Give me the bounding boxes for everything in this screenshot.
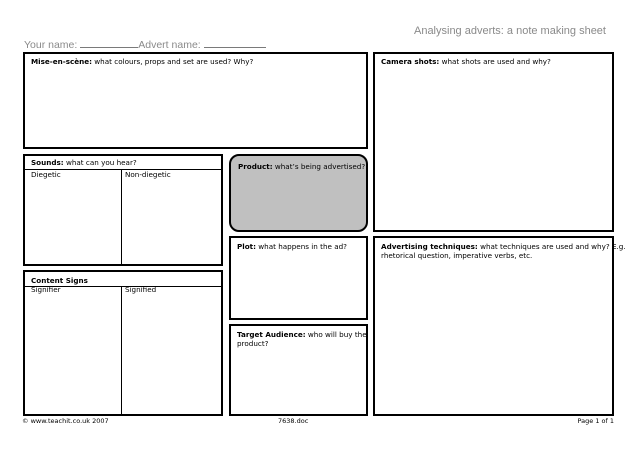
your-name-label: Your name:	[24, 39, 78, 51]
content-signs-header: Content Signs	[31, 276, 88, 285]
plot-header: Plot: what happens in the ad?	[237, 242, 348, 251]
footer-doc-name: 7638.doc	[278, 417, 309, 425]
non-diegetic-label: Non-diegetic	[125, 170, 171, 179]
mise-en-scene-header: Mise-en-scène: what colours, props and set are used? Why?	[31, 57, 254, 66]
product-header: Product: what’s being advertised?	[238, 162, 366, 171]
signifier-label: Signifier	[31, 285, 61, 294]
your-name-field[interactable]	[80, 38, 138, 48]
signified-label: Signified	[125, 285, 157, 294]
sounds-column-divider	[121, 169, 122, 264]
sounds-box[interactable]	[23, 154, 223, 266]
target-audience-header: Target Audience: who will buy the	[237, 330, 367, 339]
product-box[interactable]	[229, 154, 368, 232]
name-fields	[24, 38, 266, 51]
advertising-techniques-box[interactable]	[373, 236, 626, 416]
advert-name-field[interactable]	[204, 38, 266, 48]
content-signs-column-divider	[121, 286, 122, 414]
target-audience-prompt-line2: product?	[237, 339, 269, 348]
plot-box[interactable]	[229, 236, 368, 320]
footer-copyright: © www.teachit.co.uk 2007	[22, 417, 109, 425]
camera-shots-header: Camera shots: what shots are used and why?	[381, 57, 551, 66]
advertising-techniques-header: Advertising techniques: what techniques are used and why? E.g.	[381, 242, 626, 251]
footer-page-number: Page 1 of 1	[577, 417, 614, 425]
target-audience-box[interactable]	[229, 324, 368, 416]
sounds-header: Sounds: what can you hear?	[31, 158, 137, 167]
camera-shots-box[interactable]	[373, 52, 614, 232]
advert-name-label: Advert name:	[138, 39, 201, 51]
sheet-title: Analysing adverts: a note making sheet	[413, 25, 606, 37]
mise-en-scene-box[interactable]	[23, 52, 368, 149]
diegetic-label: Diegetic	[31, 170, 61, 179]
content-signs-box[interactable]	[23, 270, 223, 416]
advertising-techniques-prompt-line2: rhetorical question, imperative verbs, etc.	[381, 251, 533, 260]
